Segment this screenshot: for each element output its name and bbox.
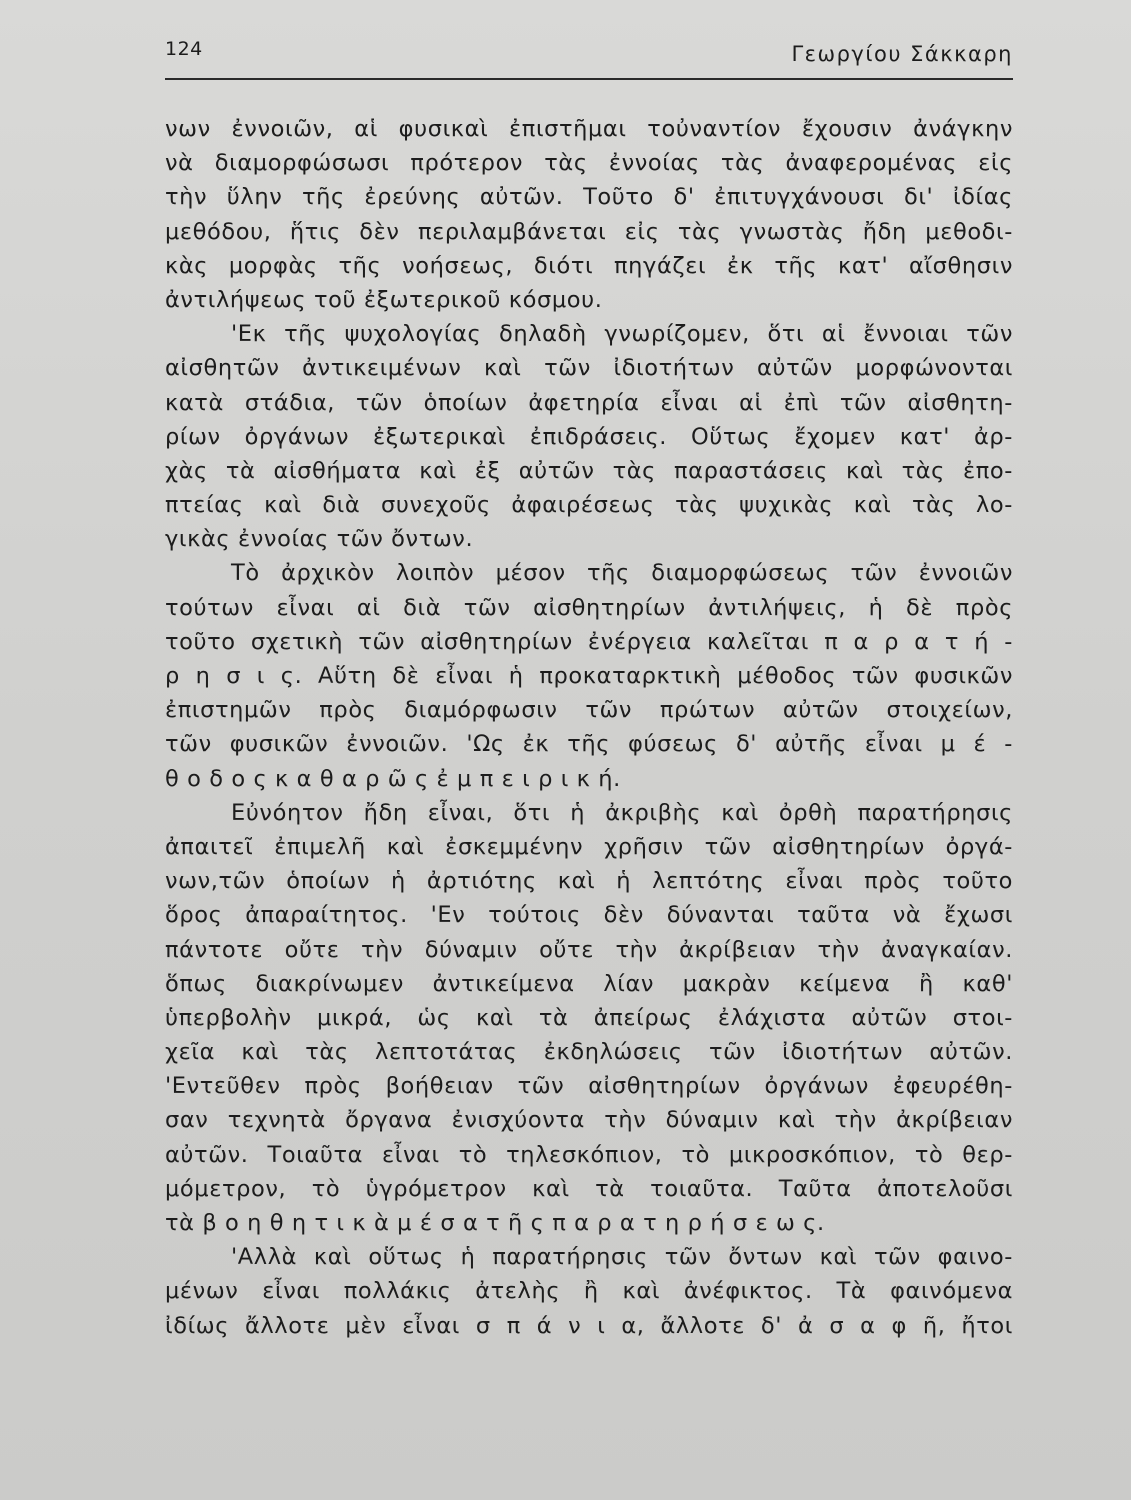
text-line: μεθόδου, ἥτις δὲν περιλαμβάνεται εἰς τὰς γνωστὰς ἤδη μεθοδι- xyxy=(165,218,1013,245)
text-line: αὐτῶν. Τοιαῦτα εἶναι τὸ τηλεσκόπιον, τὸ μικροσκόπιον, τὸ θερ- xyxy=(165,1141,1013,1168)
page-number: 124 xyxy=(165,38,203,60)
text-line: νων ἐννοιῶν, αἱ φυσικαὶ ἐπιστῆμαι τοὐναντίον ἔχουσιν ἀνάγκην xyxy=(165,116,1013,142)
text-line: τὴν ὕλην τῆς ἐρεύνης αὐτῶν. Τοῦτο δ' ἐπιτυγχάνουσι δι' ἰδίας xyxy=(165,184,1013,211)
body-text xyxy=(165,112,1013,1343)
text-line: γικὰς ἐννοίας τῶν ὄντων. xyxy=(165,526,474,553)
text-line: τοῦτο σχετικὴ τῶν αἰσθητηρίων ἐνέργεια καλεῖται π α ρ α τ ή - xyxy=(165,628,1013,655)
text-line: ἰδίως ἄλλοτε μὲν εἶναι σ π ά ν ι α, ἄλλοτε δ' ἀ σ α φ ῆ, ἤτοι xyxy=(165,1312,1013,1339)
text-line: κατὰ στάδια, τῶν ὁποίων ἀφετηρία εἶναι αἱ ἐπὶ τῶν αἰσθητη- xyxy=(165,389,1013,416)
text-line: 'Αλλὰ καὶ οὕτως ἡ παρατήρησις τῶν ὄντων καὶ τῶν φαινο- xyxy=(231,1244,1013,1271)
running-title: Γεωργίου Σάκκαρη xyxy=(791,42,1013,66)
text-line: 'Εντεῦθεν πρὸς βοήθειαν τῶν αἰσθητηρίων ὀργάνων ἐφευρέθη- xyxy=(165,1073,1013,1100)
text-line: 'Εκ τῆς ψυχολογίας δηλαδὴ γνωρίζομεν, ὅτι αἱ ἔννοιαι τῶν xyxy=(231,321,1013,348)
text-line: αἰσθητῶν ἀντικειμένων καὶ τῶν ἰδιοτήτων αὐτῶν μορφώνονται xyxy=(165,355,1013,382)
text-line: νὰ διαμορφώσωσι πρότερον τὰς ἐννοίας τὰς ἀναφερομένας εἰς xyxy=(165,150,1013,177)
text-line: ρίων ὀργάνων ἐξωτερικαὶ ἐπιδράσεις. Οὕτως ἔχομεν κατ' ἀρ- xyxy=(165,423,1013,450)
text-line: ὅρος ἀπαραίτητος. 'Εν τούτοις δὲν δύνανται ταῦτα νὰ ἔχωσι xyxy=(165,902,1013,929)
text-line: ρ η σ ι ς. Αὕτη δὲ εἶναι ἡ προκαταρκτικὴ μέθοδος τῶν φυσικῶν xyxy=(165,663,1013,689)
text-line: κὰς μορφὰς τῆς νοήσεως, διότι πηγάζει ἐκ τῆς κατ' αἴσθησιν xyxy=(165,252,1013,279)
text-line: ἀπαιτεῖ ἐπιμελῆ καὶ ἐσκεμμένην χρῆσιν τῶν αἰσθητηρίων ὀργά- xyxy=(165,833,1013,860)
text-line: μένων εἶναι πολλάκις ἀτελὴς ἢ καὶ ἀνέφικτος. Τὰ φαινόμενα xyxy=(165,1278,1013,1305)
text-line: Εὐνόητον ἤδη εἶναι, ὅτι ἡ ἀκριβὴς καὶ ὀρθὴ παρατήρησις xyxy=(231,799,1013,826)
text-line: χεῖα καὶ τὰς λεπτοτάτας ἐκδηλώσεις τῶν ἰδιοτήτων αὐτῶν. xyxy=(165,1039,1013,1066)
page-header xyxy=(165,34,1013,80)
text-line: χὰς τὰ αἰσθήματα καὶ ἐξ αὐτῶν τὰς παραστάσεις καὶ τὰς ἐπο- xyxy=(165,457,1013,484)
text-line: ὅπως διακρίνωμεν ἀντικείμενα λίαν μακρὰν κείμενα ἢ καθ' xyxy=(165,970,1013,997)
text-line: σαν τεχνητὰ ὄργανα ἐνισχύοντα τὴν δύναμιν καὶ τὴν ἀκρίβειαν xyxy=(165,1107,1013,1134)
text-line: πάντοτε οὔτε τὴν δύναμιν οὔτε τὴν ἀκρίβειαν τὴν ἀναγκαίαν. xyxy=(165,936,1013,963)
text-line: ἀντιλήψεως τοῦ ἐξωτερικοῦ κόσμου. xyxy=(165,286,603,313)
text-line: μόμετρον, τὸ ὑγρόμετρον καὶ τὰ τοιαῦτα. Ταῦτα ἀποτελοῦσι xyxy=(165,1175,1013,1202)
text-line: ὑπερβολὴν μικρά, ὡς καὶ τὰ ἀπείρως ἐλάχιστα αὐτῶν στοι- xyxy=(165,1004,1013,1031)
text-line: θ ο δ ο ς κ α θ α ρ ῶ ς ἐ μ π ε ι ρ ι κ ή. xyxy=(165,765,621,792)
text-line: τὰ β ο η θ η τ ι κ ὰ μ έ σ α τ ῆ ς π α ρ α τ η ρ ή σ ε ω ς. xyxy=(165,1210,825,1236)
text-line: Τὸ ἀρχικὸν λοιπὸν μέσον τῆς διαμορφώσεως τῶν ἐννοιῶν xyxy=(231,560,1013,587)
text-line: τούτων εἶναι αἱ διὰ τῶν αἰσθητηρίων ἀντιλήψεις, ἡ δὲ πρὸς xyxy=(165,594,1013,621)
text-line: νων,τῶν ὁποίων ἡ ἀρτιότης καὶ ἡ λεπτότης εἶναι πρὸς τοῦτο xyxy=(165,868,1013,895)
text-line: πτείας καὶ διὰ συνεχοῦς ἀφαιρέσεως τὰς ψυχικὰς καὶ τὰς λο- xyxy=(165,492,1013,519)
text-line: ἐπιστημῶν πρὸς διαμόρφωσιν τῶν πρώτων αὐτῶν στοιχείων, xyxy=(165,697,1013,724)
text-line: τῶν φυσικῶν ἐννοιῶν. 'Ως ἐκ τῆς φύσεως δ' αὐτῆς εἶναι μ έ - xyxy=(165,731,1013,758)
